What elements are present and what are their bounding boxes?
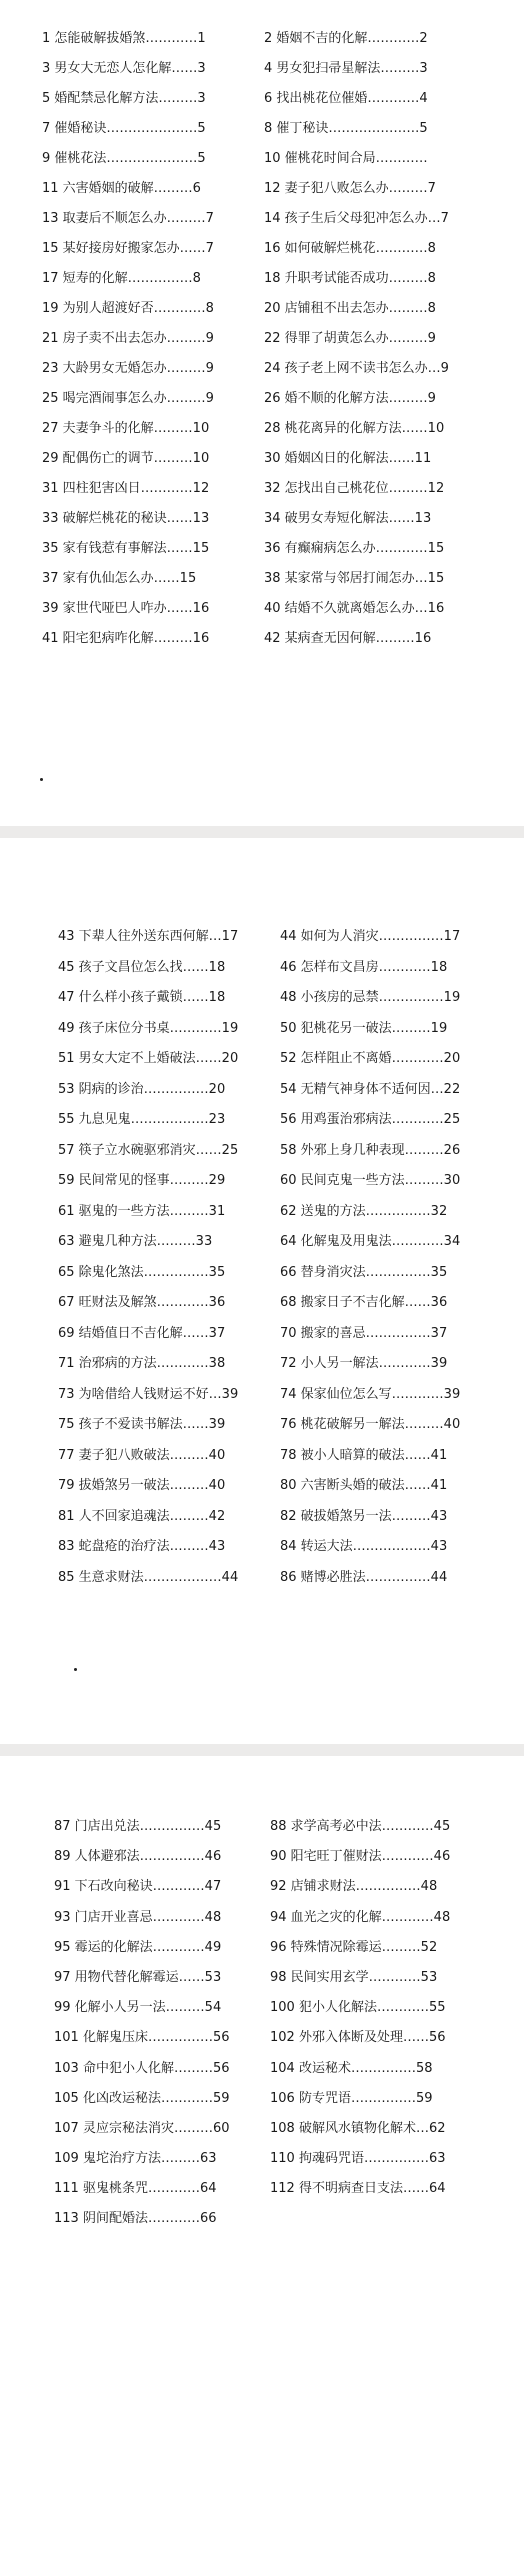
toc-entry-text: 109 鬼坨治疗方法………63 (54, 2151, 217, 2167)
toc-entry-text: 15 某好接房好搬家怎办……7 (42, 241, 214, 256)
toc-entry-text: 7 催婚秘诀…………………5 (42, 121, 206, 136)
toc-entry-text: 64 化解鬼及用鬼法…………34 (280, 1234, 461, 1249)
toc-entry (270, 2090, 480, 2108)
toc-row (0, 2060, 524, 2090)
toc-row (0, 570, 524, 600)
toc-entry (280, 1355, 484, 1373)
toc-entry (54, 1939, 266, 1957)
toc-entry (270, 1818, 480, 1836)
toc-entry-text: 25 喝完酒闹事怎么办………9 (42, 391, 214, 406)
toc-entry-text: 1 怎能破解拔婚煞…………1 (42, 31, 206, 46)
toc-entry-text: 69 结婚值日不吉化解……37 (58, 1325, 226, 1341)
toc-entry (270, 2210, 480, 2228)
toc-row (0, 510, 524, 540)
toc-row (0, 240, 524, 270)
toc-row (0, 1203, 524, 1234)
toc-entry-text: 112 得不明病查日支法……64 (270, 2181, 446, 2197)
toc-row (0, 989, 524, 1020)
toc-entry (58, 1142, 270, 1160)
toc-row (0, 60, 524, 90)
toc-entry-text: 17 短寿的化解……………8 (42, 271, 201, 286)
toc-entry (270, 1939, 480, 1957)
toc-entry (280, 1172, 484, 1190)
toc-entry-text: 91 下石改向秘诀…………47 (54, 1879, 222, 1895)
toc-row (0, 2090, 524, 2120)
toc-entry (58, 1111, 270, 1129)
toc-row (0, 330, 524, 360)
toc-entry (42, 60, 254, 78)
toc-entry (280, 989, 484, 1007)
toc-entry (280, 1325, 484, 1343)
toc-entry-text: 83 蛇盘疮的治疗法………43 (58, 1539, 226, 1554)
speck (40, 778, 43, 781)
toc-row (0, 120, 524, 150)
toc-entry (54, 2120, 266, 2138)
toc-entry (42, 150, 254, 168)
toc-entry-text: 38 某家常与邻居打闹怎办…15 (264, 571, 445, 586)
toc-entry (264, 120, 476, 138)
toc-entry-text: 99 化解小人另一法………54 (54, 2000, 222, 2016)
toc-entry-text: 95 霉运的化解法…………49 (54, 1939, 222, 1955)
toc-entry-text: 110 拘魂码咒语……………63 (270, 2151, 446, 2167)
toc-entry-text: 29 配偶伤亡的调节………10 (42, 451, 210, 466)
toc-entry-text: 74 保家仙位怎么写…………39 (280, 1386, 461, 1402)
toc-entry-text: 10 催桃花时间合局………… (264, 151, 428, 166)
toc-entry (270, 2120, 480, 2138)
toc-list (0, 30, 524, 660)
toc-entry-text: 12 妻子犯八败怎么办………7 (264, 181, 436, 196)
toc-entry (58, 959, 270, 977)
toc-entry (270, 2180, 480, 2198)
toc-entry-text: 49 孩子床位分书桌…………19 (58, 1020, 239, 1036)
toc-row (0, 1020, 524, 1051)
toc-entry (280, 1447, 484, 1465)
toc-row (0, 210, 524, 240)
toc-entry-text: 48 小孩房的忌禁……………19 (280, 990, 461, 1005)
toc-row (0, 2029, 524, 2059)
toc-entry-text: 78 被小人暗算的破法……41 (280, 1447, 448, 1463)
toc-entry (42, 120, 254, 138)
toc-row (0, 1939, 524, 1969)
toc-entry-text: 13 取妻后不顺怎么办………7 (42, 211, 214, 226)
toc-entry (54, 1848, 266, 1866)
toc-entry-text: 97 用物代替化解霉运……53 (54, 1969, 222, 1985)
toc-row (0, 180, 524, 210)
toc-entry-text: 76 桃花破解另一解法………40 (280, 1417, 461, 1432)
toc-entry (264, 150, 476, 168)
toc-row (0, 270, 524, 300)
toc-entry-text: 96 特殊情况除霉运………52 (270, 1939, 438, 1955)
toc-entry-text: 58 外邪上身几种表现………26 (280, 1142, 461, 1158)
toc-row (0, 1264, 524, 1295)
toc-entry (58, 928, 270, 946)
toc-entry (42, 180, 254, 198)
toc-entry (42, 240, 254, 258)
toc-entry-text: 61 驱鬼的一些方法………31 (58, 1203, 226, 1219)
toc-entry (54, 2150, 266, 2168)
toc-entry-text: 23 大龄男女无婚怎办………9 (42, 361, 214, 376)
toc-entry-text: 6 找出桃花位催婚…………4 (264, 91, 428, 106)
toc-entry (42, 540, 254, 558)
toc-entry (42, 630, 254, 648)
toc-entry (270, 2029, 480, 2047)
toc-row (0, 420, 524, 450)
toc-entry-text: 30 婚姻凶日的化解法……11 (264, 451, 432, 466)
speck (74, 1668, 77, 1671)
toc-entry (58, 1325, 270, 1343)
toc-row (0, 2210, 524, 2240)
toc-entry-text: 46 怎样布文昌房…………18 (280, 959, 448, 975)
toc-entry (264, 540, 476, 558)
toc-entry-text: 21 房子卖不出去怎办………9 (42, 331, 214, 346)
toc-entry-text: 77 妻子犯八败破法………40 (58, 1447, 226, 1463)
toc-entry-text: 103 命中犯小人化解………56 (54, 2060, 230, 2076)
toc-row (0, 600, 524, 630)
toc-entry-text: 51 男女大定不上婚破法……20 (58, 1051, 239, 1066)
toc-entry-text: 33 破解烂桃花的秘诀……13 (42, 511, 210, 526)
toc-entry-text: 47 什么样小孩子戴锁……18 (58, 990, 226, 1005)
toc-entry (42, 360, 254, 378)
toc-page-2 (0, 838, 524, 1744)
toc-row (0, 1909, 524, 1939)
toc-entry-text: 9 催桃花法…………………5 (42, 151, 206, 166)
toc-entry (54, 1999, 266, 2017)
toc-entry-text: 55 九息见鬼………………23 (58, 1112, 226, 1127)
toc-page-1 (0, 0, 524, 826)
toc-entry-text: 100 犯小人化解法…………55 (270, 2000, 446, 2016)
toc-row (0, 1111, 524, 1142)
toc-entry-text: 5 婚配禁忌化解方法………3 (42, 91, 206, 106)
toc-row (0, 1508, 524, 1539)
toc-entry (58, 1081, 270, 1099)
toc-entry (54, 1909, 266, 1927)
toc-entry (42, 270, 254, 288)
toc-entry (58, 1569, 270, 1587)
toc-entry (54, 1818, 266, 1836)
toc-entry (42, 210, 254, 228)
toc-entry (270, 1909, 480, 1927)
toc-entry-text: 98 民间实用玄学…………53 (270, 1969, 438, 1985)
toc-entry-text: 101 化解鬼压床……………56 (54, 2030, 230, 2046)
toc-entry-text: 79 拔婚煞另一破法………40 (58, 1478, 226, 1493)
toc-entry-text: 11 六害婚姻的破解………6 (42, 181, 201, 196)
toc-row (0, 360, 524, 390)
toc-entry (58, 1172, 270, 1190)
toc-entry (42, 510, 254, 528)
toc-entry-text: 81 人不回家追魂法………42 (58, 1508, 226, 1524)
toc-entry (280, 1081, 484, 1099)
toc-entry (264, 420, 476, 438)
toc-row (0, 928, 524, 959)
toc-row (0, 1172, 524, 1203)
toc-entry-text: 34 破男女寿短化解法……13 (264, 511, 432, 526)
toc-entry-text: 108 破解风水镇物化解术…62 (270, 2120, 446, 2136)
toc-entry (58, 1508, 270, 1526)
toc-entry-text: 28 桃花离异的化解方法……10 (264, 421, 445, 436)
toc-entry-text: 92 店铺求财法……………48 (270, 1879, 438, 1895)
toc-row (0, 2180, 524, 2210)
toc-entry-text: 35 家有钱惹有事解法……15 (42, 541, 210, 556)
toc-entry (58, 1447, 270, 1465)
toc-entry-text: 66 替身消灾法……………35 (280, 1264, 448, 1280)
toc-entry (280, 1203, 484, 1221)
toc-entry (280, 1142, 484, 1160)
toc-entry-text: 32 怎找出自己桃花位………12 (264, 481, 445, 496)
toc-entry-text: 111 驱鬼桃条咒…………64 (54, 2181, 217, 2197)
toc-entry (58, 1294, 270, 1312)
toc-entry-text: 42 某病查无因何解………16 (264, 631, 432, 646)
toc-page-3 (0, 1756, 524, 2551)
toc-row (0, 1386, 524, 1417)
toc-entry-text: 104 改运秘术……………58 (270, 2060, 433, 2076)
toc-entry (54, 2180, 266, 2198)
toc-entry-text: 26 婚不顺的化解方法………9 (264, 391, 436, 406)
toc-row (0, 1233, 524, 1264)
toc-entry-text: 80 六害断头婚的破法……41 (280, 1478, 448, 1493)
toc-entry (54, 2090, 266, 2108)
toc-entry-text: 52 怎样阻止不离婚…………20 (280, 1051, 461, 1066)
toc-entry-text: 87 门店出兑法……………45 (54, 1819, 222, 1834)
toc-row (0, 300, 524, 330)
toc-entry (280, 1416, 484, 1434)
toc-row (0, 1447, 524, 1478)
toc-entry (264, 60, 476, 78)
toc-entry-text: 60 民间克鬼一些方法………30 (280, 1173, 461, 1188)
toc-entry-text: 85 生意求财法………………44 (58, 1569, 239, 1585)
toc-entry (42, 570, 254, 588)
toc-entry (264, 630, 476, 648)
toc-row (0, 480, 524, 510)
toc-entry-text: 27 夫妻争斗的化解………10 (42, 421, 210, 436)
toc-entry (264, 90, 476, 108)
toc-entry (264, 390, 476, 408)
toc-entry-text: 93 门店开业喜忌…………48 (54, 1909, 222, 1925)
toc-entry-text: 57 筷子立水碗驱邪消灾……25 (58, 1142, 239, 1158)
toc-list (0, 928, 524, 1599)
toc-entry (54, 1969, 266, 1987)
toc-entry (264, 300, 476, 318)
toc-entry-text: 71 治邪病的方法…………38 (58, 1356, 226, 1371)
toc-entry (58, 1538, 270, 1556)
toc-row (0, 1999, 524, 2029)
toc-entry-text: 75 孩子不爱读书解法……39 (58, 1417, 226, 1432)
toc-entry-text: 2 婚姻不吉的化解…………2 (264, 31, 428, 46)
toc-entry (280, 1477, 484, 1495)
toc-entry-text: 22 得罪了胡黄怎么办………9 (264, 331, 436, 346)
toc-entry (42, 450, 254, 468)
toc-entry-text: 20 店铺租不出去怎办………8 (264, 301, 436, 316)
toc-entry (54, 2029, 266, 2047)
toc-entry (280, 1020, 484, 1038)
toc-entry-text: 3 男女大无恋人怎化解……3 (42, 61, 206, 76)
toc-entry-text: 43 下辈人往外送东西何解…17 (58, 929, 239, 944)
toc-entry (58, 1050, 270, 1068)
toc-entry (264, 510, 476, 528)
toc-row (0, 30, 524, 60)
toc-entry-text: 82 破拔婚煞另一法………43 (280, 1508, 448, 1524)
toc-entry-text: 8 催丁秘诀…………………5 (264, 121, 428, 136)
toc-entry-text: 105 化凶改运秘法…………59 (54, 2090, 230, 2106)
toc-entry-text: 73 为啥借给人钱财运不好…39 (58, 1386, 239, 1402)
toc-entry (264, 450, 476, 468)
toc-entry (264, 270, 476, 288)
toc-entry-text: 107 灵应宗秘法消灾………60 (54, 2120, 230, 2136)
toc-entry-text: 63 避鬼几种方法………33 (58, 1234, 213, 1249)
toc-row (0, 1081, 524, 1112)
toc-entry-text: 44 如何为人消灾……………17 (280, 929, 461, 944)
toc-entry (280, 959, 484, 977)
toc-entry (264, 240, 476, 258)
toc-entry (280, 1569, 484, 1587)
toc-entry-text: 67 旺财法及解煞…………36 (58, 1295, 226, 1310)
toc-entry (58, 989, 270, 1007)
toc-entry (270, 1848, 480, 1866)
toc-entry (280, 1538, 484, 1556)
toc-entry (264, 360, 476, 378)
toc-entry-text: 54 无精气神身体不适何因…22 (280, 1081, 461, 1097)
toc-row (0, 2120, 524, 2150)
toc-row (0, 1142, 524, 1173)
toc-entry-text: 70 搬家的喜忌……………37 (280, 1325, 448, 1341)
toc-entry-text: 65 除鬼化煞法……………35 (58, 1264, 226, 1280)
toc-entry-text: 16 如何破解烂桃花…………8 (264, 241, 436, 256)
toc-entry (42, 30, 254, 48)
toc-entry (54, 2060, 266, 2078)
toc-entry-text: 41 阳宅犯病咋化解………16 (42, 631, 210, 646)
toc-entry-text: 39 家世代哑巴人咋办……16 (42, 601, 210, 616)
toc-entry (264, 600, 476, 618)
toc-entry (280, 1386, 484, 1404)
toc-entry-text: 31 四柱犯害凶日…………12 (42, 481, 210, 496)
toc-entry (280, 1050, 484, 1068)
toc-entry (280, 1264, 484, 1282)
toc-entry-text: 68 搬家日子不吉化解……36 (280, 1295, 448, 1310)
toc-row (0, 1416, 524, 1447)
toc-entry-text: 4 男女犯扫帚星解法………3 (264, 61, 428, 76)
toc-entry (58, 1203, 270, 1221)
toc-row (0, 1325, 524, 1356)
toc-entry (54, 1878, 266, 1896)
toc-entry (58, 1020, 270, 1038)
toc-row (0, 630, 524, 660)
toc-entry-text: 62 送鬼的方法……………32 (280, 1203, 448, 1219)
toc-entry (270, 1878, 480, 1896)
toc-entry-text: 56 用鸡蛋治邪病法…………25 (280, 1112, 461, 1127)
toc-entry-text: 45 孩子文昌位怎么找……18 (58, 959, 226, 975)
toc-row (0, 959, 524, 990)
toc-row (0, 90, 524, 120)
toc-entry (42, 600, 254, 618)
toc-row (0, 1848, 524, 1878)
toc-entry-text: 36 有癫痫病怎么办…………15 (264, 541, 445, 556)
toc-entry-text: 113 阴间配婚法…………66 (54, 2211, 217, 2227)
toc-entry-text: 88 求学高考必中法…………45 (270, 1819, 451, 1834)
toc-entry (270, 1999, 480, 2017)
toc-entry (264, 330, 476, 348)
toc-entry (42, 420, 254, 438)
toc-entry (42, 90, 254, 108)
toc-entry-text: 102 外邪入体断及处理……56 (270, 2030, 446, 2046)
toc-row (0, 150, 524, 180)
toc-entry (58, 1416, 270, 1434)
toc-entry-text: 40 结婚不久就离婚怎么办…16 (264, 601, 445, 616)
toc-entry-text: 19 为别人超渡好否…………8 (42, 301, 214, 316)
toc-entry-text: 50 犯桃花另一破法………19 (280, 1020, 448, 1036)
toc-entry (280, 1111, 484, 1129)
toc-row (0, 2150, 524, 2180)
toc-entry-text: 18 升职考试能否成功………8 (264, 271, 436, 286)
toc-entry (270, 2060, 480, 2078)
toc-entry-text: 106 防专咒语……………59 (270, 2090, 433, 2106)
toc-entry-text: 72 小人另一解法…………39 (280, 1356, 448, 1371)
toc-entry (270, 1969, 480, 1987)
toc-entry-text: 84 转运大法………………43 (280, 1539, 448, 1554)
toc-entry-text: 89 人体避邪法……………46 (54, 1849, 222, 1865)
toc-entry-text: 86 赌博必胜法……………44 (280, 1569, 448, 1585)
toc-row (0, 1538, 524, 1569)
toc-entry (58, 1264, 270, 1282)
toc-row (0, 1569, 524, 1600)
toc-row (0, 1477, 524, 1508)
toc-row (0, 1050, 524, 1081)
toc-entry (42, 330, 254, 348)
toc-entry (54, 2210, 266, 2228)
toc-entry (280, 1294, 484, 1312)
toc-entry (42, 480, 254, 498)
toc-entry-text: 59 民间常见的怪事………29 (58, 1173, 226, 1188)
toc-entry-text: 24 孩子老上网不读书怎么办…9 (264, 361, 449, 376)
toc-row (0, 450, 524, 480)
toc-entry-text: 14 孩子生后父母犯冲怎么办…7 (264, 211, 449, 226)
toc-entry-text: 37 家有仇仙怎么办……15 (42, 571, 197, 586)
toc-entry (264, 30, 476, 48)
toc-entry (42, 300, 254, 318)
toc-entry (264, 480, 476, 498)
toc-row (0, 540, 524, 570)
toc-entry (42, 390, 254, 408)
toc-entry (264, 210, 476, 228)
toc-entry (280, 928, 484, 946)
toc-entry (264, 570, 476, 588)
toc-entry (270, 2150, 480, 2168)
toc-row (0, 1355, 524, 1386)
toc-row (0, 1878, 524, 1908)
toc-entry-text: 90 阳宅旺丁催财法…………46 (270, 1849, 451, 1865)
toc-row (0, 1818, 524, 1848)
toc-entry (58, 1233, 270, 1251)
toc-entry (280, 1508, 484, 1526)
toc-list (0, 1818, 524, 2241)
toc-entry-text: 53 阴病的诊治……………20 (58, 1081, 226, 1097)
toc-entry (58, 1477, 270, 1495)
toc-entry-text: 94 血光之灾的化解…………48 (270, 1909, 451, 1925)
toc-row (0, 1969, 524, 1999)
toc-entry (58, 1386, 270, 1404)
toc-row (0, 1294, 524, 1325)
toc-entry (264, 180, 476, 198)
toc-entry (280, 1233, 484, 1251)
toc-entry (58, 1355, 270, 1373)
toc-row (0, 390, 524, 420)
